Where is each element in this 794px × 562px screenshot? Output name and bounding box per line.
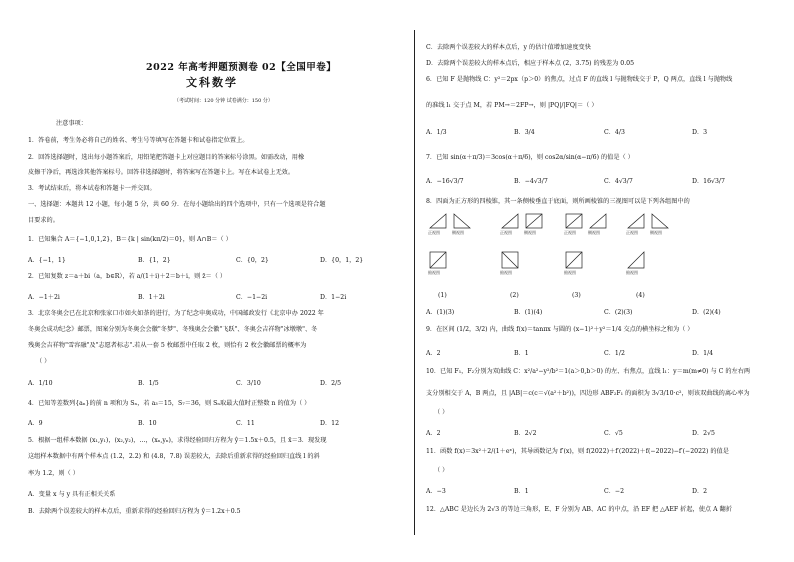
- question-1-stem: 1．已知集合 A＝{−1,0,1,2}，B＝{k | sin(kπ/2)＝0}，则 A∩B＝（ ）: [28, 236, 232, 243]
- question-3-line: （ ）: [36, 358, 51, 365]
- figure-label-3: (3): [572, 292, 581, 299]
- q1-option-d: D．{0，1，2}: [320, 257, 364, 264]
- question-7-stem: 7．已知 sin(α＋π/3)＝3cos(α＋π/6)，则 cos2α/sin(α−π/6) 的值是（ ）: [426, 154, 634, 161]
- question-4-stem: 4．已知等差数列{aₙ}的前 n 项和为 Sₙ，若 a₃＝15，S₇＝36，则 Sₙ取最大值时正整数 n 的值为（ ）: [28, 400, 311, 407]
- q2-option-d: D．1−2i: [320, 294, 347, 301]
- question-11-stem: 11．函数 f(x)＝3x²＋2/(1＋eˣ)，其导函数记为 f′(x)，则 f(2022)＋f′(2022)＋f(−2022)−f′(−2022) 的值是: [426, 448, 729, 455]
- q10-option-a: A．2: [426, 430, 441, 437]
- q5-option-d: D．去除两个误差较大的样本点后，相应于样本点 (2，3.75) 的残差为 0.05: [426, 60, 635, 67]
- q10-option-d: D．2√5: [692, 430, 715, 437]
- question-10-line: （ ）: [434, 409, 449, 416]
- exam-meta: （考试时间：120 分钟 试卷满分：150 分）: [174, 98, 273, 104]
- note-item: 1．答卷前，考生务必将自己的姓名、考生号等填写在答题卡和试卷指定位置上。: [28, 137, 249, 144]
- q10-option-b: B．2√2: [514, 430, 537, 437]
- question-12-stem: 12．△ABC 是边长为 2√3 的等边三角形，E、F 分别为 AB、AC 的中点，沿 EF 把 △AEF 折起，使点 A 翻折: [426, 506, 732, 513]
- exam-subject: 文科数学: [186, 76, 238, 89]
- question-5-line: 率为 1.2，则（ ）: [28, 470, 79, 477]
- figure-label-4: (4): [636, 292, 645, 299]
- note-item: 3．考试结束后，将本试卷和答题卡一并交回。: [28, 185, 156, 192]
- q3-option-c: C．3/10: [236, 380, 261, 387]
- question-6-line: 的准线 l₁ 交于点 M，若 PM→＝2FP→，则 |PQ|/|FQ|＝（ ）: [426, 102, 598, 109]
- q4-option-c: C．11: [236, 420, 255, 427]
- three-view-drawing: [428, 212, 718, 292]
- view-label: 俯视图: [500, 270, 512, 275]
- view-label: 正视图: [564, 230, 576, 235]
- q6-option-b: B．3/4: [514, 129, 535, 136]
- q4-option-b: B．10: [138, 420, 157, 427]
- q2-option-a: A．−1＋2i: [28, 294, 60, 301]
- view-label: 俯视图: [564, 270, 576, 275]
- q11-option-a: A．−3: [426, 488, 446, 495]
- q9-option-d: D．1/4: [692, 350, 714, 357]
- q11-option-d: D．2: [692, 488, 708, 495]
- q6-option-c: C．4/3: [604, 129, 625, 136]
- q3-option-a: A．1/10: [28, 380, 53, 387]
- column-divider: [414, 30, 415, 535]
- view-label: 侧视图: [588, 230, 600, 235]
- q5-option-b: B．去除两个误差较大的样本点后，重新求得的经验回归方程为 ŷ＝1.2x＋0.5: [28, 508, 241, 515]
- q1-option-c: C．{0，2}: [236, 257, 269, 264]
- view-label: 正视图: [626, 230, 638, 235]
- exam-title: 2022 年高考押题预测卷 02【全国甲卷】: [146, 62, 337, 73]
- question-3-line: 冬奥会成功纪念》邮票，图案分别为冬奥会会徽"冬梦"、冬残奥会会徽"飞跃"、冬奥会吉祥物"冰墩墩"、冬: [28, 326, 318, 333]
- view-label: 正视图: [500, 230, 512, 235]
- question-11-stem-cont: （ ）: [434, 467, 449, 474]
- view-label: 俯视图: [428, 270, 440, 275]
- q7-option-a: A．−16√3/7: [426, 178, 464, 185]
- view-label: 正视图: [428, 230, 440, 235]
- note-item: 2．回答选择题时，选出每小题答案后，用铅笔把答题卡上对应题目的答案标号涂黑。如需改动，用橡: [28, 154, 305, 161]
- q3-option-b: B．1/5: [138, 380, 159, 387]
- three-view-figures: [428, 212, 718, 292]
- q9-option-b: B．1: [514, 350, 529, 357]
- question-9-stem: 9．在区间 (1/2，3/2) 内，曲线 f(x)＝tanπx 与圆的 (x−1)²＋y²＝1/4 交点的横坐标之和为（ ）: [426, 326, 694, 333]
- q10-option-c: C．√5: [604, 430, 623, 437]
- q5-option-a: A．变量 x 与 y 具有正相关关系: [28, 491, 116, 498]
- q3-option-d: D．2/5: [320, 380, 342, 387]
- q11-option-b: B．1: [514, 488, 529, 495]
- figure-label-2: (2): [510, 292, 519, 299]
- q6-option-a: A．1/3: [426, 129, 447, 136]
- q5-option-c: C．去除两个误差较大的样本点后，y 的估计值增加速度变快: [426, 44, 591, 51]
- q2-option-c: C．−1−2i: [236, 294, 268, 301]
- question-3-line: 3．北京冬奥会已在北京和张家口市如火如荼的进行，为了纪念申奥成功，中国邮政发行《北京申办 2022 年: [28, 310, 324, 317]
- q6-option-d: D．3: [692, 129, 708, 136]
- question-2-stem: 2．已知复数 z＝a＋bi（a，b∈R），若 a/(1＋i)＋2＝b＋i，则 z̄＝（ ）: [28, 273, 227, 280]
- q9-option-a: A．2: [426, 350, 441, 357]
- q7-option-c: C．4√3/7: [604, 178, 633, 185]
- q8-option-c: C．(2)(3): [604, 309, 633, 316]
- notes-heading: 注意事项：: [56, 120, 87, 127]
- q4-option-d: D．12: [320, 420, 340, 427]
- question-10-line: 支分别相交于 A，B 两点，且 |AB|＝c(c＝√(a²＋b²))，四边形 ABF₂F₁ 的面积为 3√3/10·c²，则该双曲线的离心率为: [426, 390, 750, 397]
- q4-option-a: A．9: [28, 420, 43, 427]
- question-8-stem: 8．四面为正方形的四棱锥，其一条侧棱垂直于底面，则所画棱锥的三视图可以是下列各组图中的: [426, 198, 690, 205]
- q8-option-d: D．(2)(4): [692, 309, 721, 316]
- question-5-line: 5．根据一组样本数据 (x₁,y₁)，(x₂,y₂)，…，(xₙ,yₙ)，求得经验回归方程为 ŷ＝1.5x＋0.5，且 x̄＝3．现发现: [28, 437, 327, 444]
- q9-option-c: C．1/2: [604, 350, 625, 357]
- section-heading: 一、选择题：本题共 12 小题，每小题 5 分，共 60 分．在每小题给出的四个选项中，只有一个选项是符合题: [28, 201, 326, 208]
- section-heading-cont: 目要求的。: [28, 217, 59, 224]
- q11-option-c: C．−2: [604, 488, 625, 495]
- question-6-line: 6．已知 F 是抛物线 C：y²＝2px（p＞0）的焦点，过点 F 的直线 l 与抛物线交于 P，Q 两点，直线 l 与抛物线: [426, 76, 733, 83]
- q8-option-a: A．(1)(3): [426, 309, 455, 316]
- q7-option-b: B．−4√3/7: [514, 178, 548, 185]
- view-label: 侧视图: [650, 230, 662, 235]
- q7-option-d: D．16√3/7: [692, 178, 725, 185]
- figure-label-1: (1): [438, 292, 447, 299]
- question-3-line: 残奥会吉祥物"雪容融"及"志愿者标志".若从一套 5 枚邮票中任取 2 枚，则恰有 2 枚会徽邮票的概率为: [28, 342, 307, 349]
- q8-option-b: B．(1)(4): [514, 309, 543, 316]
- q2-option-b: B．1＋2i: [138, 294, 165, 301]
- q1-option-b: B．{1，2}: [138, 257, 171, 264]
- view-label: 俯视图: [626, 270, 638, 275]
- question-5-line: 这组样本数据中有两个样本点 (1.2，2.2) 和 (4.8，7.8) 误差较大，去除后重新求得的经验回归直线 l 的斜: [28, 453, 320, 460]
- view-label: 侧视图: [452, 230, 464, 235]
- note-item: 皮擦干净后，再选涂其他答案标号。回答非选择题时，将答案写在答题卡上。写在本试卷上无效。: [28, 169, 295, 176]
- question-10-line: 10．已知 F₁，F₂分别为双曲线 C：x²/a²−y²/b²＝1(a＞0,b＞0) 的左、右焦点，直线 l₁：y＝m(m≠0) 与 C 的左右两: [426, 368, 751, 375]
- q1-option-a: A．{−1，1}: [28, 257, 66, 264]
- view-label: 侧视图: [524, 230, 536, 235]
